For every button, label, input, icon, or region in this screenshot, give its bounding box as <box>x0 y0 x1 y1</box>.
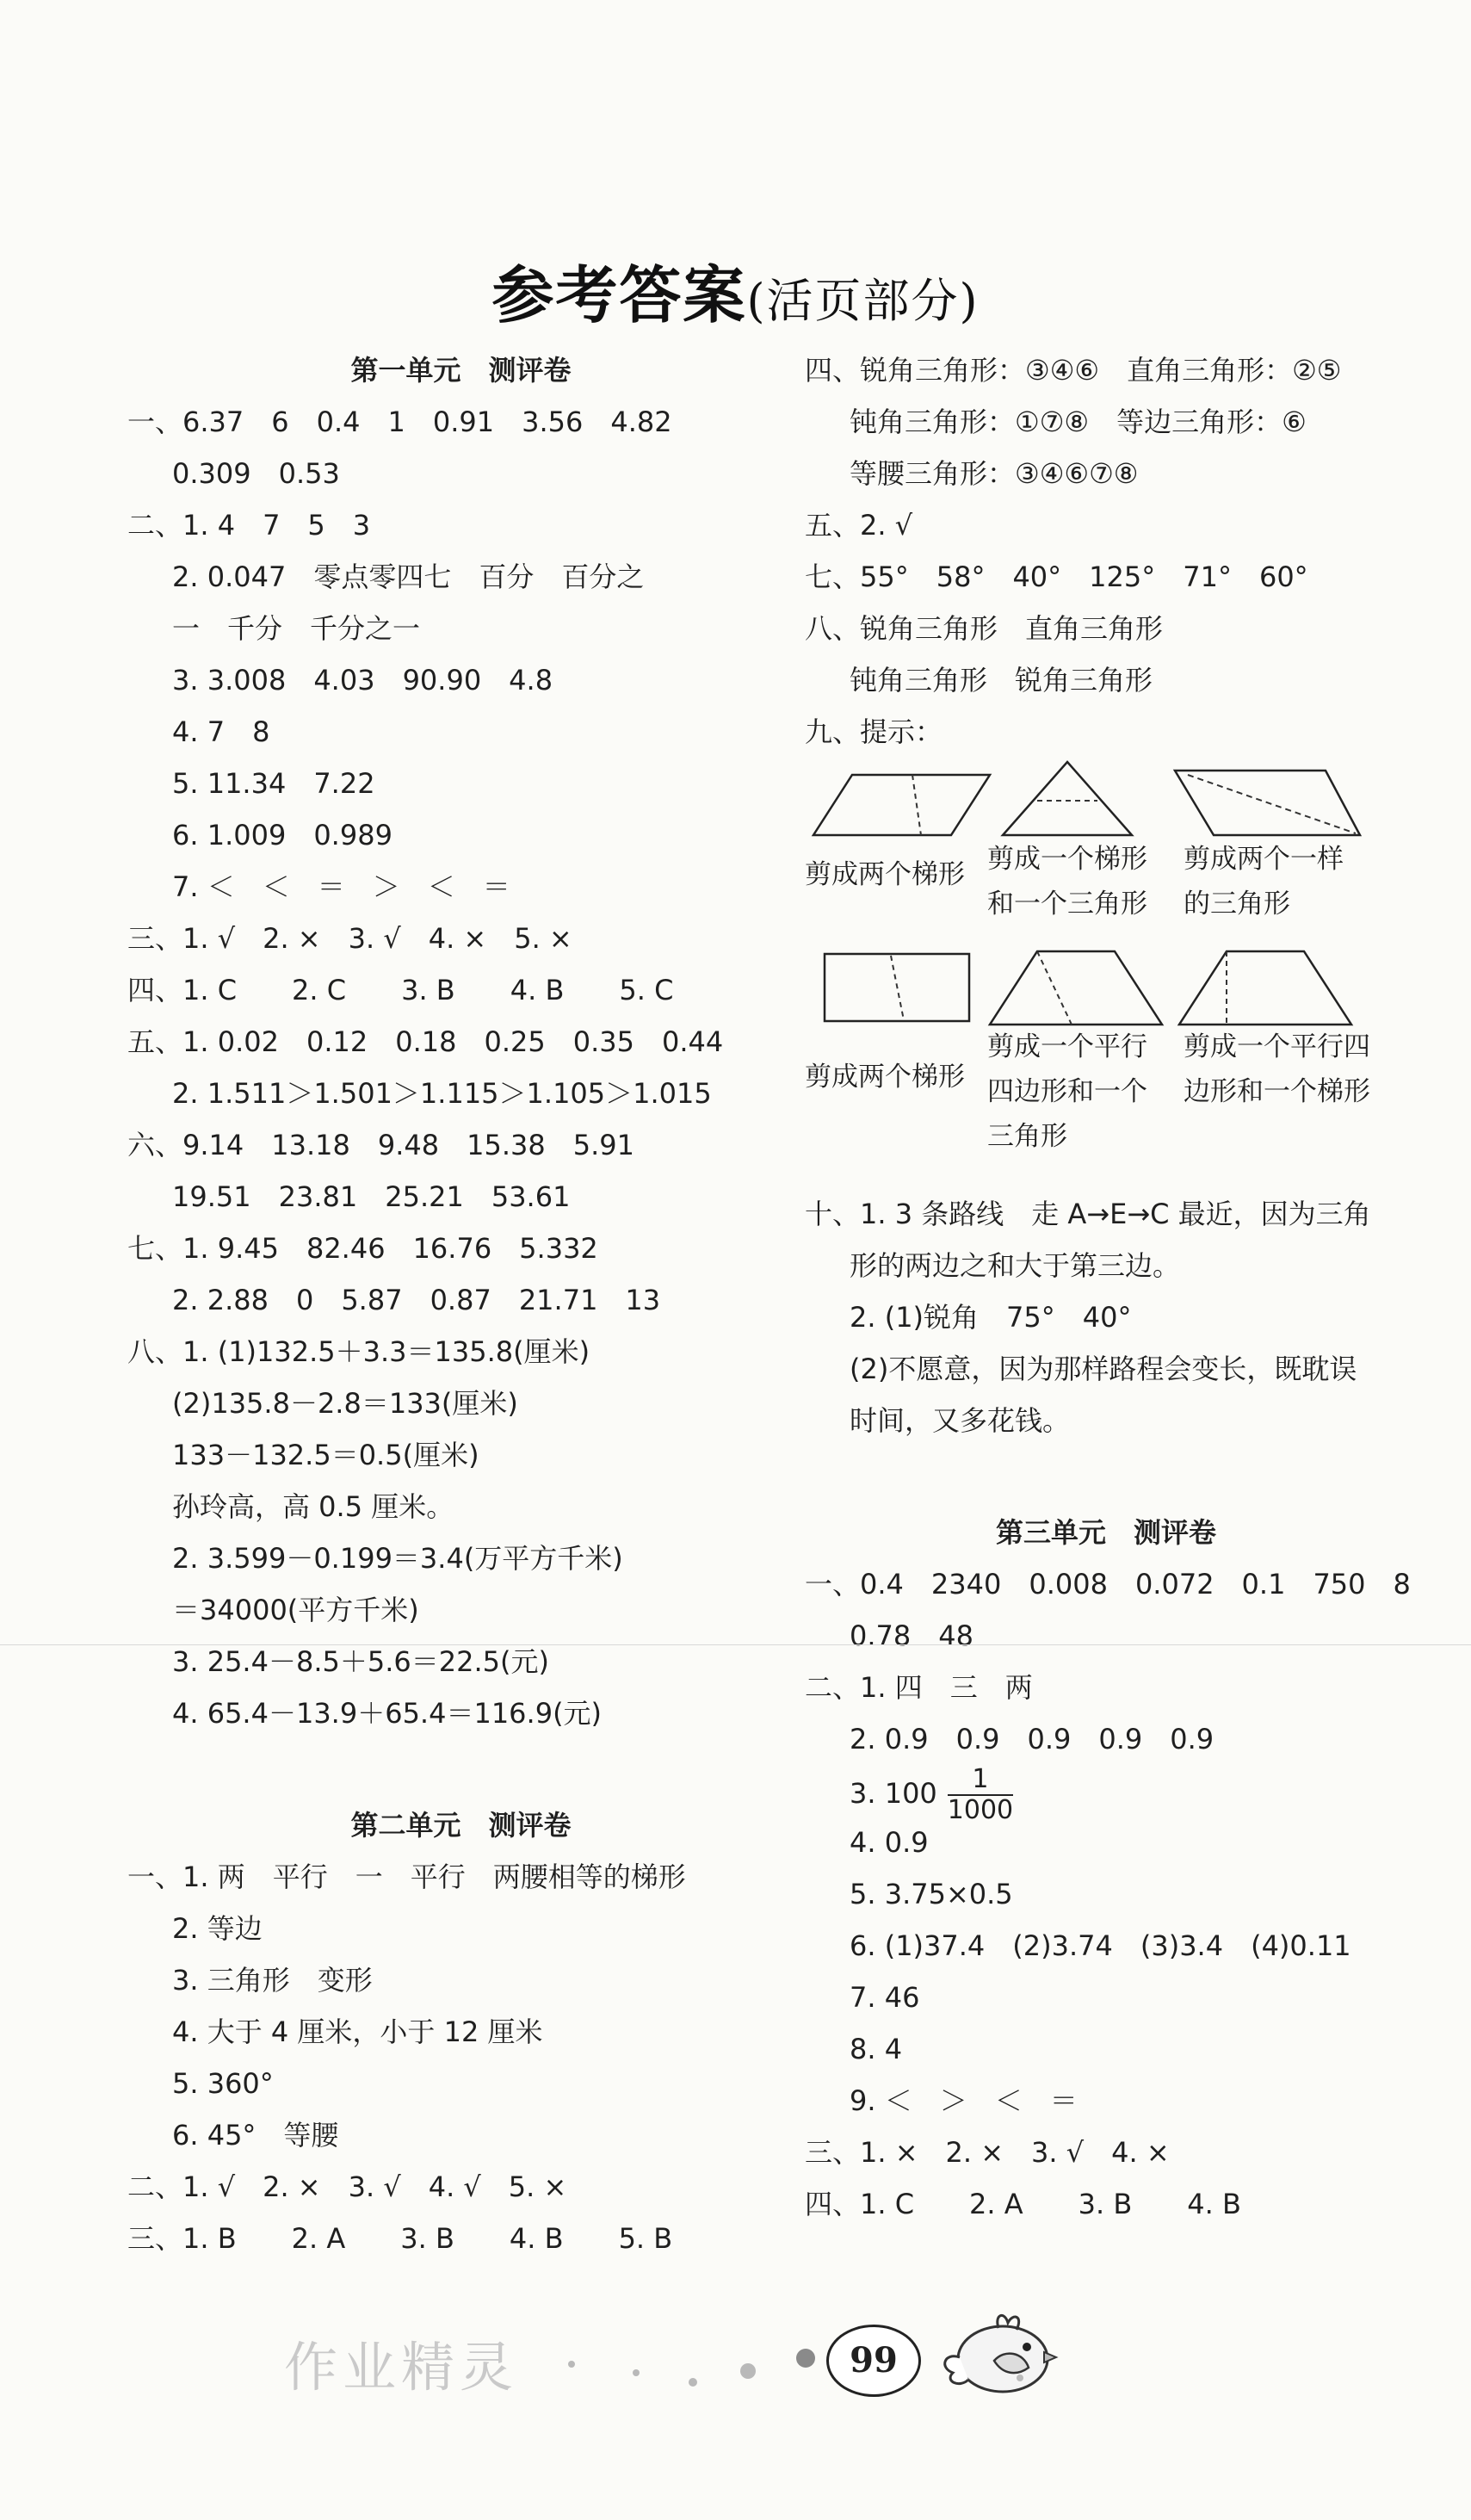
section-heading: 第三单元 测评卷 <box>995 1516 1216 1549</box>
answer-line: 四、1. C 2. A 3. B 4. B <box>805 2188 1241 2220</box>
fraction-numerator: 1 <box>972 1764 989 1794</box>
answer-line: 4. 65.4－13.9＋65.4＝116.9(元) <box>172 1697 603 1730</box>
caption-2a: 剪成一个梯形 <box>987 844 1147 875</box>
trapezoid-figure-3 <box>1175 947 1356 1029</box>
answer-line: 2. 2.88 0 5.87 0.87 21.71 13 <box>172 1284 661 1316</box>
answer-line: 3. 3.008 4.03 90.90 4.8 <box>172 664 553 697</box>
answer-line: 5. 360° <box>172 2067 274 2100</box>
answer-line: 0.309 0.53 <box>172 457 340 490</box>
right-top-section <box>805 344 1407 758</box>
decor-dot <box>568 2361 575 2368</box>
answer-text: 3. 100 <box>850 1777 937 1810</box>
answer-line: (2)不愿意，因为那样路程会变长，既耽误 <box>850 1353 1357 1385</box>
caption-5a: 剪成一个平行 <box>987 1031 1147 1062</box>
bird-icon <box>934 2307 1059 2402</box>
answer-line: 三、1. × 2. × 3. √ 4. × <box>805 2136 1170 2169</box>
answer-line: 十、1. 3 条路线 走 A→E→C 最近，因为三角 <box>805 1198 1371 1230</box>
answer-line: 五、2. √ <box>805 509 913 542</box>
section-heading: 第二单元 测评卷 <box>350 1809 572 1842</box>
answer-line: 5. 11.34 7.22 <box>172 767 375 800</box>
answer-line: 5. 3.75×0.5 <box>850 1878 1013 1910</box>
triangle-figure <box>998 758 1136 839</box>
answer-line: ＝34000(平方千米) <box>172 1594 419 1626</box>
answer-line: 形的两边之和大于第三边。 <box>850 1249 1181 1282</box>
answer-line: 3. 25.4－8.5＋5.6＝22.5(元) <box>172 1645 549 1678</box>
answer-line: 19.51 23.81 25.21 53.61 <box>172 1180 571 1213</box>
answer-line: 四、锐角三角形：③④⑥ 直角三角形：②⑤ <box>805 354 1342 387</box>
caption-1: 剪成两个梯形 <box>805 859 965 890</box>
answer-line: 7. ＜ ＜ ＝ ＞ ＜ ＝ <box>172 870 510 903</box>
answer-line: 0.78 48 <box>850 1619 973 1652</box>
left-column <box>127 344 794 2264</box>
answer-line: 时间，又多花钱。 <box>850 1404 1071 1437</box>
answer-line: 五、1. 0.02 0.12 0.18 0.25 0.35 0.44 <box>127 1025 724 1058</box>
answer-line: 6. 1.009 0.989 <box>172 819 392 851</box>
parallelogram-figure <box>809 771 994 839</box>
answer-line: 2. 0.9 0.9 0.9 0.9 0.9 <box>850 1723 1215 1755</box>
answer-line: (2)135.8－2.8＝133(厘米) <box>172 1387 518 1420</box>
trapezoid-figure-2 <box>986 947 1166 1029</box>
answer-line: 4. 0.9 <box>850 1826 929 1859</box>
trapezoid-figure-1 <box>1171 766 1364 839</box>
watermark-text: 作业精灵 <box>284 2336 519 2399</box>
page-fold-line <box>0 1644 1471 1645</box>
answer-line: 七、1. 9.45 82.46 16.76 5.332 <box>127 1232 598 1265</box>
answer-line: 三、1. B 2. A 3. B 4. B 5. B <box>127 2222 673 2255</box>
answer-line: 9. ＜ ＞ ＜ ＝ <box>850 2084 1078 2117</box>
answer-line: 钝角三角形：①⑦⑧ 等边三角形：⑥ <box>850 406 1307 438</box>
page-number: 99 <box>826 2325 921 2397</box>
caption-2b: 和一个三角形 <box>987 889 1147 919</box>
section-gap <box>805 1446 1407 1507</box>
answer-line: 二、1. 4 7 5 3 <box>127 509 371 542</box>
answer-line: 一、1. 两 平行 一 平行 两腰相等的梯形 <box>127 1861 686 1893</box>
caption-6a: 剪成一个平行四 <box>1184 1031 1370 1062</box>
answer-line: 133－132.5＝0.5(厘米) <box>172 1439 479 1471</box>
title-main: 参考答案 <box>491 258 747 331</box>
answer-line: 2. (1)锐角 75° 40° <box>850 1301 1132 1334</box>
answer-line: 钝角三角形 锐角三角形 <box>850 664 1153 697</box>
answer-line: 一 千分 千分之一 <box>172 612 421 645</box>
answer-line: 孙玲高，高 0.5 厘米。 <box>172 1490 454 1523</box>
answer-line <box>805 1764 1407 1825</box>
answer-line: 3. 三角形 变形 <box>172 1964 373 1997</box>
caption-5b: 四边形和一个 <box>987 1076 1147 1107</box>
answer-line: 2. 1.511＞1.501＞1.115＞1.105＞1.015 <box>172 1077 712 1110</box>
answer-line: 4. 大于 4 厘米，小于 12 厘米 <box>172 2015 543 2048</box>
right-bottom-section <box>805 1188 1411 2230</box>
answer-line: 六、9.14 13.18 9.48 15.38 5.91 <box>127 1129 634 1161</box>
answer-line: 七、55° 58° 40° 125° 71° 60° <box>805 560 1308 593</box>
caption-3a: 剪成两个一样 <box>1184 844 1344 875</box>
decor-dot <box>796 2349 815 2368</box>
answer-line: 2. 3.599－0.199＝3.4(万平方千米) <box>172 1542 623 1575</box>
title-sub: (活页部分) <box>746 274 980 328</box>
answer-line: 四、1. C 2. C 3. B 4. B 5. C <box>127 974 674 1006</box>
caption-5c: 三角形 <box>987 1121 1067 1152</box>
decor-dot <box>633 2369 640 2376</box>
caption-4: 剪成两个梯形 <box>805 1062 965 1093</box>
answer-line: 八、1. (1)132.5＋3.3＝135.8(厘米) <box>127 1335 590 1368</box>
answer-line: 一、6.37 6 0.4 1 0.91 3.56 4.82 <box>127 406 672 438</box>
decor-dot <box>740 2363 756 2379</box>
answer-line: 6. 45° 等腰 <box>172 2119 339 2152</box>
answer-line: 二、1. √ 2. × 3. √ 4. √ 5. × <box>127 2170 567 2203</box>
answer-line: 八、锐角三角形 直角三角形 <box>805 612 1164 645</box>
answer-line: 三、1. √ 2. × 3. √ 4. × 5. × <box>127 922 572 955</box>
fraction-denominator: 1000 <box>947 1795 1014 1825</box>
answer-line: 2. 0.047 零点零四七 百分 百分之 <box>172 560 645 593</box>
answer-line: 等腰三角形：③④⑥⑦⑧ <box>850 457 1139 490</box>
rectangle-figure <box>822 951 973 1025</box>
answer-line: 2. 等边 <box>172 1912 263 1945</box>
caption-6b: 边形和一个梯形 <box>1184 1076 1370 1107</box>
answer-line: 二、1. 四 三 两 <box>805 1671 1033 1704</box>
section-heading: 第一单元 测评卷 <box>350 354 572 387</box>
answer-line: 4. 7 8 <box>172 715 270 748</box>
decor-dot <box>689 2378 697 2387</box>
answer-line: 8. 4 <box>850 2033 903 2065</box>
answer-line: 6. (1)37.4 (2)3.74 (3)3.4 (4)0.11 <box>850 1929 1351 1962</box>
page-title <box>0 245 1471 335</box>
answer-line: 九、提示： <box>805 715 943 748</box>
answer-line: 7. 46 <box>850 1981 920 2014</box>
fraction <box>948 1765 1013 1825</box>
answer-line: 一、0.4 2340 0.008 0.072 0.1 750 8 <box>805 1568 1411 1601</box>
section-gap <box>127 1739 794 1799</box>
right-column <box>805 344 1411 2230</box>
cutting-figures <box>805 758 1407 1188</box>
caption-3b: 的三角形 <box>1184 889 1290 919</box>
